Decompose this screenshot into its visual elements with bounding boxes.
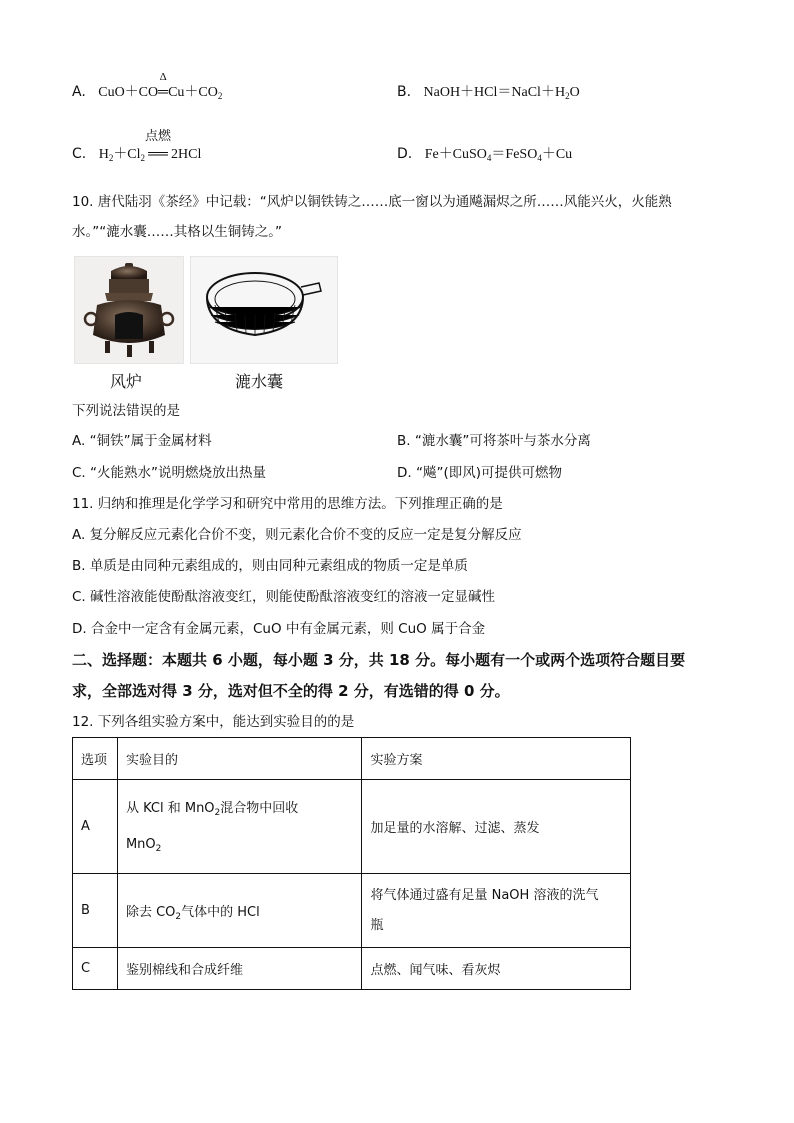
table-row xyxy=(73,948,631,990)
option-label: C. xyxy=(72,146,87,162)
option-label: B. xyxy=(397,84,412,100)
condition-mark: 点燃 xyxy=(145,129,172,144)
section-heading-line1: 二、选择题：本题共 6 小题，每小题 3 分，共 18 分。每小题有一个或两个选项符合题目要 xyxy=(72,651,686,669)
q11-stem: 11. 归纳和推理是化学学习和研究中常用的思维方法。下列推理正确的是 xyxy=(72,496,503,512)
q11-option-c: C. 碱性溶液能使酚酞溶液变红，则能使酚酞溶液变红的溶液一定显碱性 xyxy=(72,589,496,605)
q10-stem-line2: 水。”“漉水囊……其格以生铜铸之。” xyxy=(72,224,282,240)
q9-option-b xyxy=(397,83,580,102)
q10-prompt: 下列说法错误的是 xyxy=(72,403,180,419)
equation: CuO＋CO Δ $═Cu+CO_2$ xyxy=(98,71,223,101)
q11-option-a: A. 复分解反应元素化合价不变，则元素化合价不变的反应一定是复分解反应 xyxy=(72,527,522,543)
section-heading-line2: 求，全部选对得 3 分，选对但不全的得 2 分，有选错的得 0 分。 xyxy=(72,682,510,700)
q9-option-d xyxy=(397,145,572,164)
q9-option-a xyxy=(72,71,223,102)
q10-stem-line1: 10. 唐代陆羽《茶经》中记载：“风炉以铜铁铸之……底一窗以为通飚漏烬之所……风能兴火，火能熟 xyxy=(72,194,672,210)
row-purpose: 从 KCl 和 MnO$_2$混合物中回收 MnO$_2$ xyxy=(117,780,362,874)
q12-stem: 12. 下列各组实验方案中，能达到实验目的的是 xyxy=(72,714,355,730)
q10-option-d: D. “飚”(即风)可提供可燃物 xyxy=(397,465,562,481)
row-purpose: 鉴别棉线和合成纤维 xyxy=(117,948,362,990)
q11-option-d: D. 合金中一定含有金属元素，CuO 中有金属元素，则 CuO 属于合金 xyxy=(72,621,486,637)
q11-option-b: B. 单质是由同种元素组成的，则由同种元素组成的物质一定是单质 xyxy=(72,558,468,574)
table-header-row xyxy=(73,738,631,780)
caption-brazier: 风炉 xyxy=(110,372,143,391)
table-row xyxy=(73,874,631,948)
strainer-image xyxy=(190,256,338,364)
q10-option-a: A. “铜铁”属于金属材料 xyxy=(72,433,212,449)
row-purpose: 除去 $CO_2$气体中的 HCl xyxy=(117,874,362,948)
row-plan: 将气体通过盛有足量 NaOH 溶液的洗气 瓶 xyxy=(362,874,631,948)
header-plan: 实验方案 xyxy=(362,738,631,780)
header-purpose: 实验目的 xyxy=(117,738,362,780)
row-plan: 点燃、闻气味、看灰烬 xyxy=(362,948,631,990)
row-option: A xyxy=(73,780,118,874)
q10-option-b: B. “漉水囊”可将茶叶与茶水分离 xyxy=(397,433,591,449)
equation: $H_2+Cl_2$ 点燃 ══ 2HCl xyxy=(98,129,202,163)
brazier-image xyxy=(74,256,184,364)
option-label: A. xyxy=(72,84,86,100)
equation: $NaOH+HCl=NaCl+H_2O$ xyxy=(423,85,580,101)
caption-strainer: 漉水囊 xyxy=(235,372,284,391)
q9-option-c xyxy=(72,129,202,164)
header-option: 选项 xyxy=(73,738,118,780)
row-option: C xyxy=(73,948,118,990)
equation: Fe＋CuSO$_4$＝FeSO$_4$＋Cu xyxy=(424,147,573,163)
q10-option-c: C. “火能熟水”说明燃烧放出热量 xyxy=(72,465,266,481)
table-row xyxy=(73,780,631,874)
row-option: B xyxy=(73,874,118,948)
option-label: D. xyxy=(397,146,413,162)
condition-mark: Δ xyxy=(159,71,167,83)
row-plan: 加足量的水溶解、过滤、蒸发 xyxy=(362,780,631,874)
experiment-table xyxy=(72,737,631,990)
